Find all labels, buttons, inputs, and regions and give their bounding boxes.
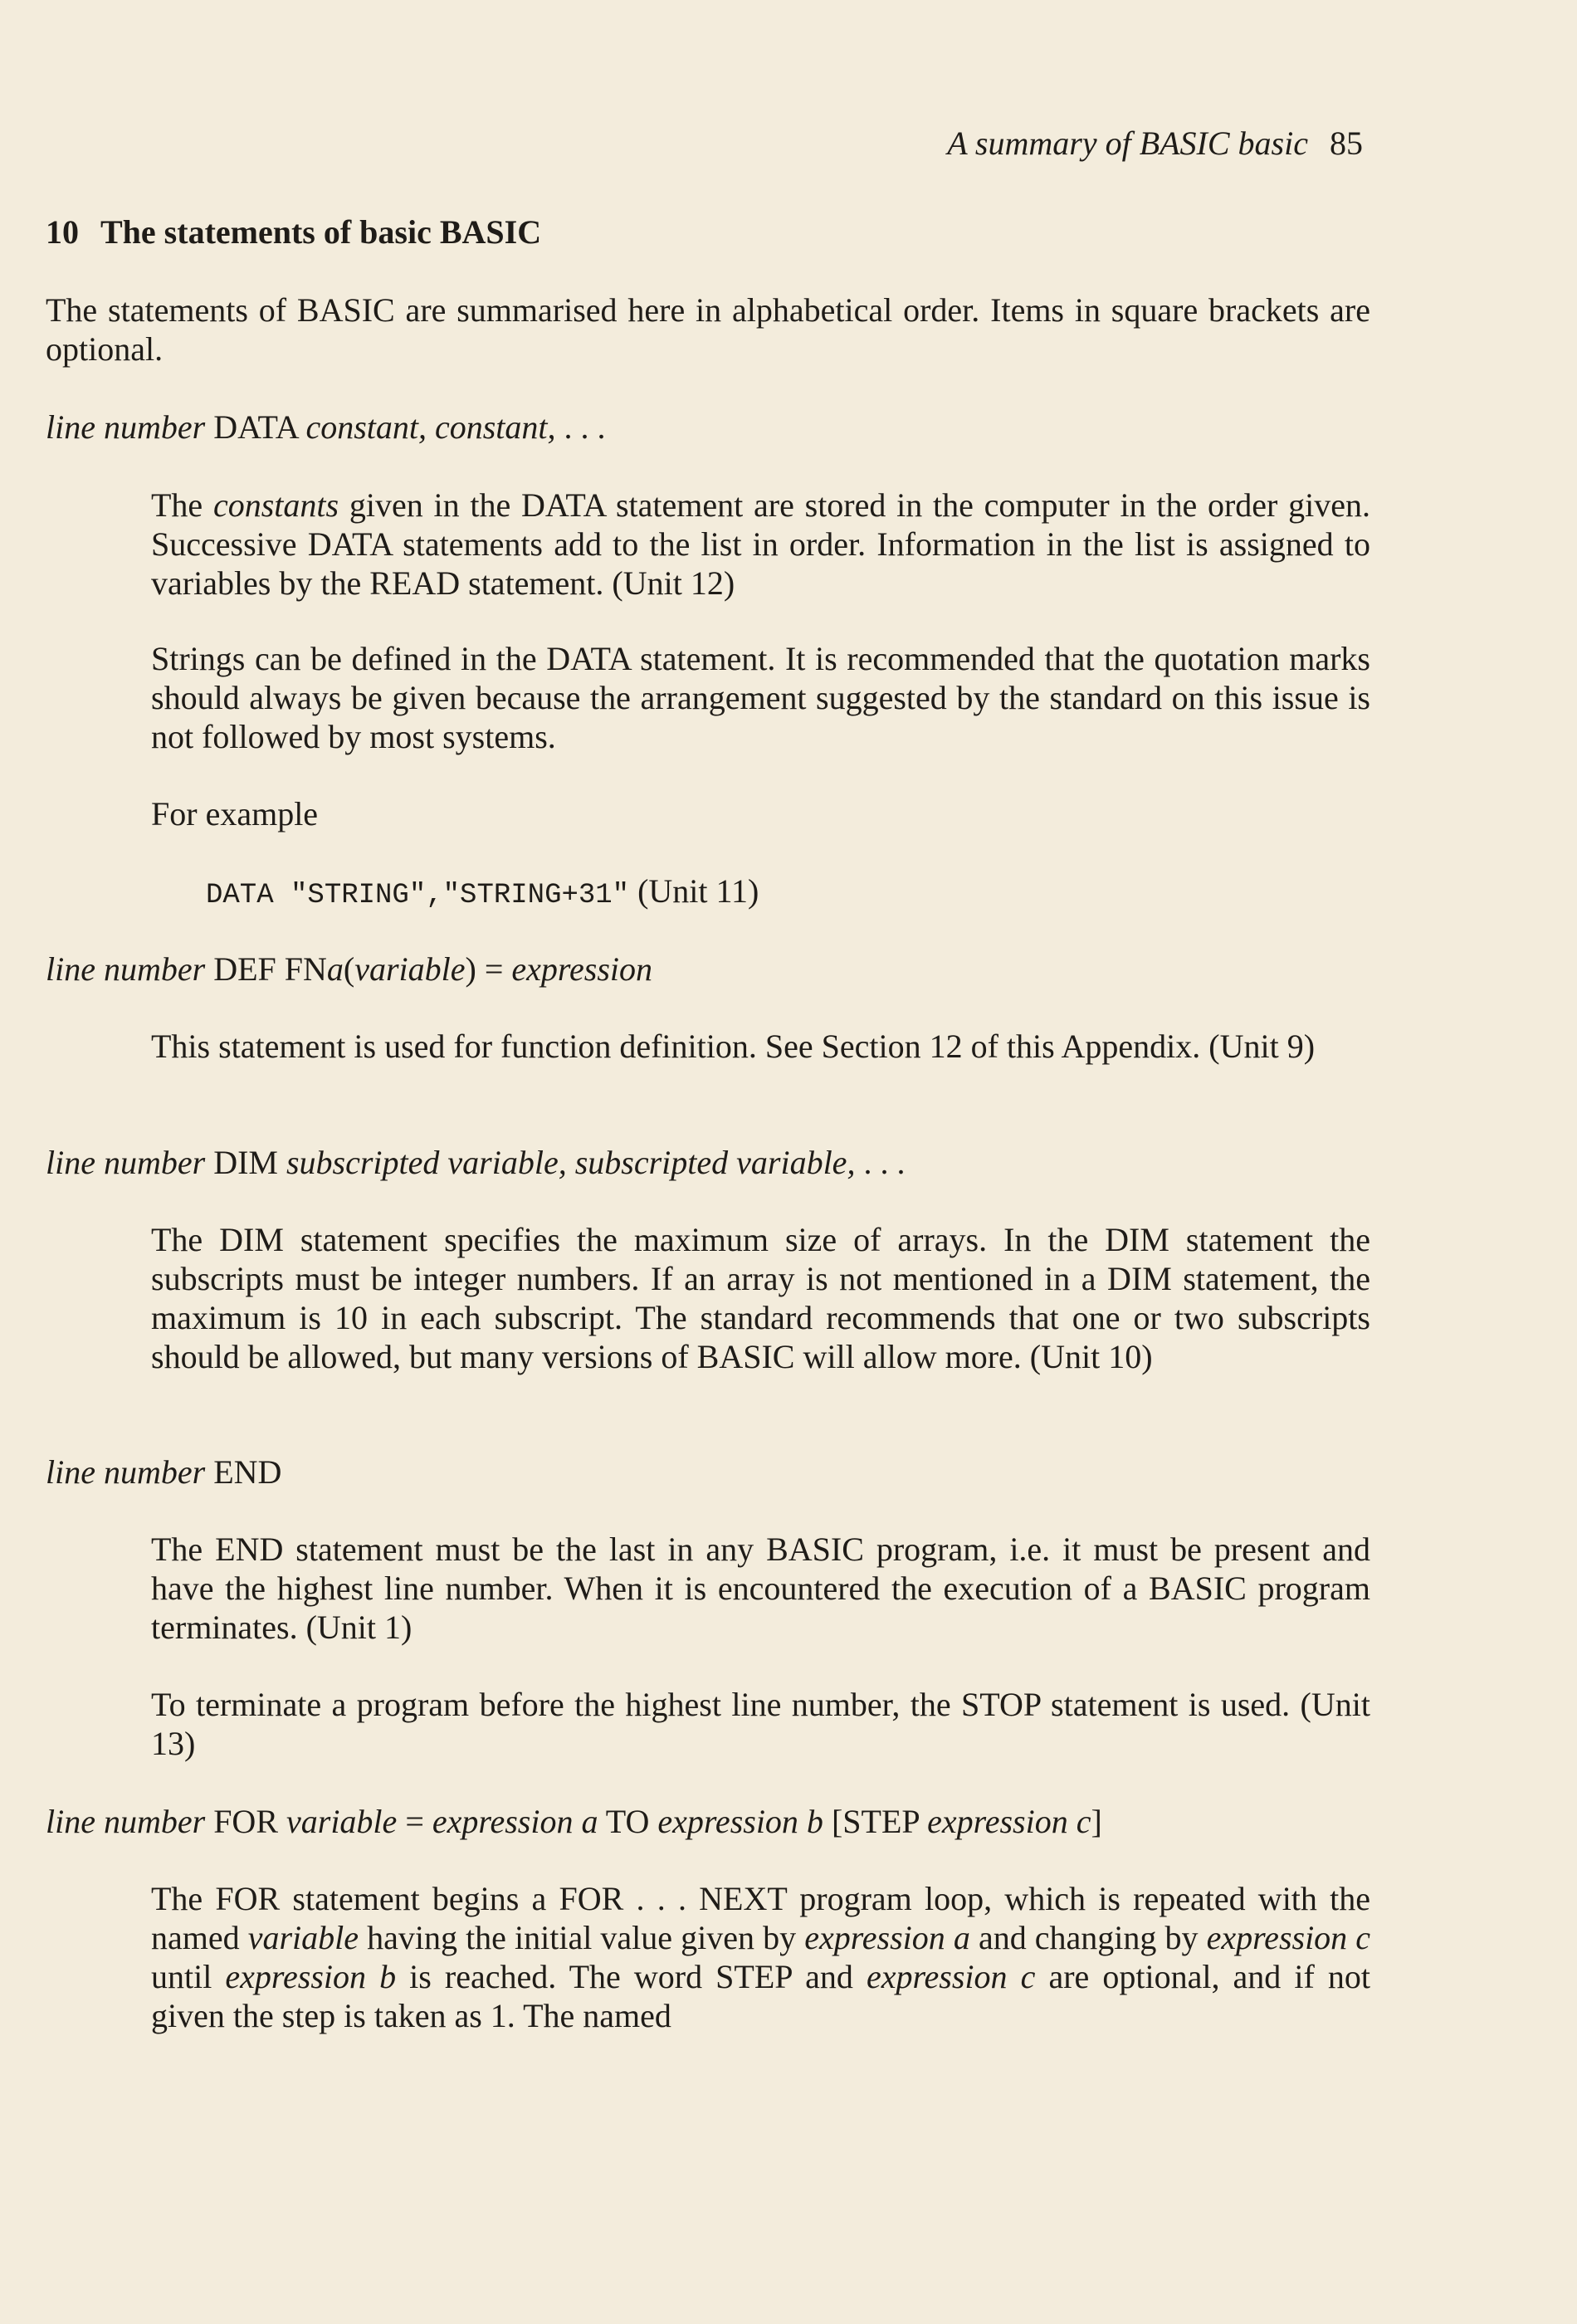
def-statement-paragraph-1: This statement is used for function definition. See Section 12 of this Appendix. (Unit 9) [151,1028,1316,1065]
syntax-part: ] [1091,1803,1102,1840]
running-title: A summary of BASIC basic [947,124,1308,162]
text-run: expression a [804,1919,970,1956]
syntax-part: line number [46,1453,206,1491]
unit-reference: (Unit 11) [637,872,759,910]
text-run: The FOR statement begins a FOR . . . NEXT program loop, which is repeated with the named [151,1880,1370,1956]
text-run: expression b [225,1958,397,1995]
syntax-part: ) = [465,950,512,988]
syntax-part: subscripted variable, subscripted variable, [286,1144,856,1181]
text-run: expression c [866,1958,1036,1995]
syntax-part: ( [343,950,355,988]
syntax-part: variable [286,1803,398,1840]
text-run: The [151,486,213,524]
dim-statement-paragraph-1: The DIM statement specifies the maximum size of arrays. In the DIM statement the subscripts must be integer numbers. If an array is not mentioned in a DIM statement, the maximum is 10 in each subscript. The standard recommends that one or two subscripts should be allowed, but many versions of BASIC will allow more. (Unit 10) [151,1221,1370,1375]
syntax-part: . . . [555,408,606,446]
data-statement-example [206,872,759,915]
syntax-part: [STEP [823,1803,928,1840]
data-statement-paragraph-1 [151,486,1370,603]
syntax-part: expression [511,950,653,988]
syntax-part: a [326,950,344,988]
end-statement-paragraph-1: The END statement must be the last in any BASIC program, i.e. it must be present and have the highest line number. When it is encountered the execution of a BASIC program terminates. (Unit 1) [151,1531,1370,1646]
def-statement-syntax [46,950,1370,989]
text-run: are optional, and if not given the step is taken as 1. The named [151,1958,1370,2034]
syntax-part: line number [46,1144,206,1181]
text-run: given in the DATA statement are stored in the computer in the order given. Successive DATA statements add to the list in order. Information in the list is assigned to variables by the READ statement. (Unit 12) [151,486,1370,602]
syntax-part: expression a [432,1803,598,1840]
text-run: until [151,1958,226,1995]
dim-statement-syntax [46,1143,1370,1182]
syntax-part: expression c [927,1803,1091,1840]
syntax-part: DEF FN [205,950,327,988]
syntax-part: . . . [855,1144,906,1181]
text-run: and changing by [969,1919,1207,1956]
syntax-part: DATA [205,408,306,446]
data-statement-paragraph-3: For example [151,795,319,832]
syntax-part: variable [354,950,466,988]
text-run: constants [212,486,339,524]
running-head [855,124,1363,163]
section-title: The statements of basic BASIC [100,213,542,251]
for-statement-paragraph-1 [151,1879,1370,2035]
syntax-part: line number [46,950,206,988]
data-statement-syntax [46,408,1370,447]
text-run: is reached. The word STEP and [396,1958,867,1995]
end-statement-syntax [46,1452,1370,1492]
for-statement-syntax [46,1802,1370,1841]
intro-paragraph: The statements of BASIC are summarised here in alphabetical order. Items in square brackets are optional. [46,291,1370,368]
syntax-part: line number [46,408,206,446]
syntax-part: TO [598,1803,658,1840]
end-statement-paragraph-2: To terminate a program before the highest line number, the STOP statement is used. (Unit 13) [151,1686,1370,1762]
section-heading [46,213,541,251]
text-run: having the initial value given by [359,1919,805,1956]
section-number: 10 [46,213,79,251]
text-run: expression c [1206,1919,1371,1956]
syntax-part: DIM [205,1144,286,1181]
text-run: variable [247,1919,359,1956]
syntax-part: = [397,1803,432,1840]
code-example: DATA "STRING","STRING+31" [206,880,630,911]
data-statement-paragraph-2: Strings can be defined in the DATA statement. It is recommended that the quotation marks should always be given because the arrangement suggested by the standard on this issue is not followed by most systems. [151,640,1370,755]
syntax-part: constant, constant, [305,408,556,446]
syntax-part: FOR [205,1803,286,1840]
syntax-part: expression b [657,1803,823,1840]
page-number: 85 [1330,124,1363,162]
syntax-part: END [205,1453,282,1491]
syntax-part: line number [46,1803,206,1840]
